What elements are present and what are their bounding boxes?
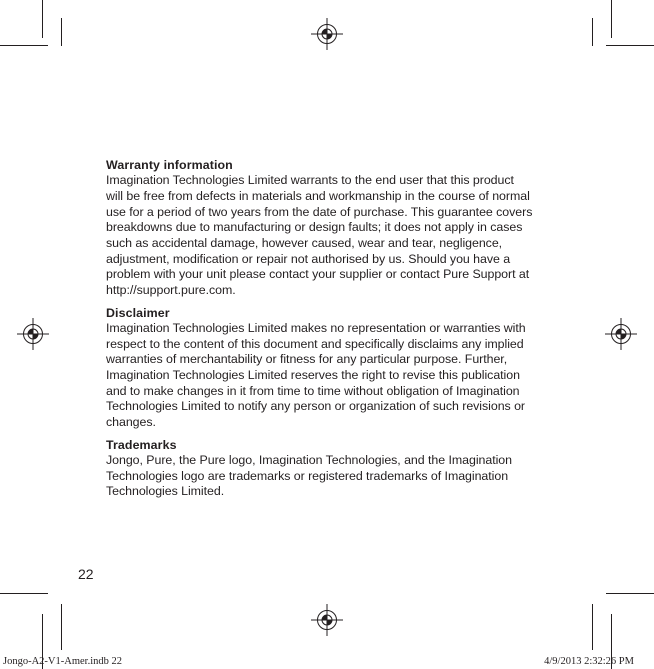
disclaimer-line: Technologies Limited to notify any person or organization of such revisions or bbox=[106, 399, 525, 414]
warranty-line: use for a period of two years from the date of purchase. This guarantee covers bbox=[106, 204, 533, 219]
warranty-section bbox=[106, 158, 554, 299]
slug-timestamp: 4/9/2013 2:32:26 PM bbox=[544, 656, 634, 667]
slug-file-name: Jongo-A2-V1-Amer.indb 22 bbox=[3, 656, 122, 667]
registration-mark-left-icon bbox=[17, 318, 49, 350]
page-content bbox=[106, 158, 554, 507]
trademarks-heading: Trademarks bbox=[106, 437, 177, 452]
trademarks-line: Technologies Limited. bbox=[106, 484, 225, 499]
warranty-line: such as accidental damage, however caused, wear and tear, negligence, bbox=[106, 236, 503, 251]
warranty-line: will be free from defects in materials and workmanship in the course of normal bbox=[106, 189, 530, 204]
trademarks-body bbox=[106, 453, 554, 500]
disclaimer-heading: Disclaimer bbox=[106, 305, 170, 320]
disclaimer-line: warranties of merchantability or fitness for any particular purpose. Further, bbox=[106, 352, 508, 367]
disclaimer-line: changes. bbox=[106, 415, 156, 429]
registration-mark-bottom-icon bbox=[311, 604, 343, 636]
disclaimer-line: Imagination Technologies Limited reserves the right to revise this publication bbox=[106, 368, 520, 383]
disclaimer-line: respect to the content of this document and specifically disclaims any implied bbox=[106, 336, 524, 351]
warranty-body bbox=[106, 173, 554, 298]
warranty-line: breakdowns due to manufacturing or design faults; it does not apply in cases bbox=[106, 220, 523, 235]
trademarks-line: Technologies logo are trademarks or registered trademarks of Imagination bbox=[106, 468, 509, 483]
page-number: 22 bbox=[78, 566, 94, 582]
disclaimer-line: and to make changes in it from time to time without obligation of Imagination bbox=[106, 383, 520, 398]
warranty-line: http://support.pure.com. bbox=[106, 283, 236, 297]
registration-mark-top-icon bbox=[311, 18, 343, 50]
warranty-line: Imagination Technologies Limited warrants to the end user that this product bbox=[106, 173, 514, 188]
trademarks-line: Jongo, Pure, the Pure logo, Imagination Technologies, and the Imagination bbox=[106, 453, 512, 468]
registration-mark-right-icon bbox=[605, 318, 637, 350]
disclaimer-section bbox=[106, 306, 554, 431]
trademarks-section bbox=[106, 438, 554, 500]
disclaimer-line: Imagination Technologies Limited makes no representation or warranties with bbox=[106, 321, 526, 336]
warranty-line: adjustment, modification or repair not authorised by us. Should you have a bbox=[106, 251, 511, 266]
disclaimer-body bbox=[106, 321, 554, 431]
warranty-heading: Warranty information bbox=[106, 158, 233, 172]
warranty-line: problem with your unit please contact your supplier or contact Pure Support at bbox=[106, 267, 530, 282]
